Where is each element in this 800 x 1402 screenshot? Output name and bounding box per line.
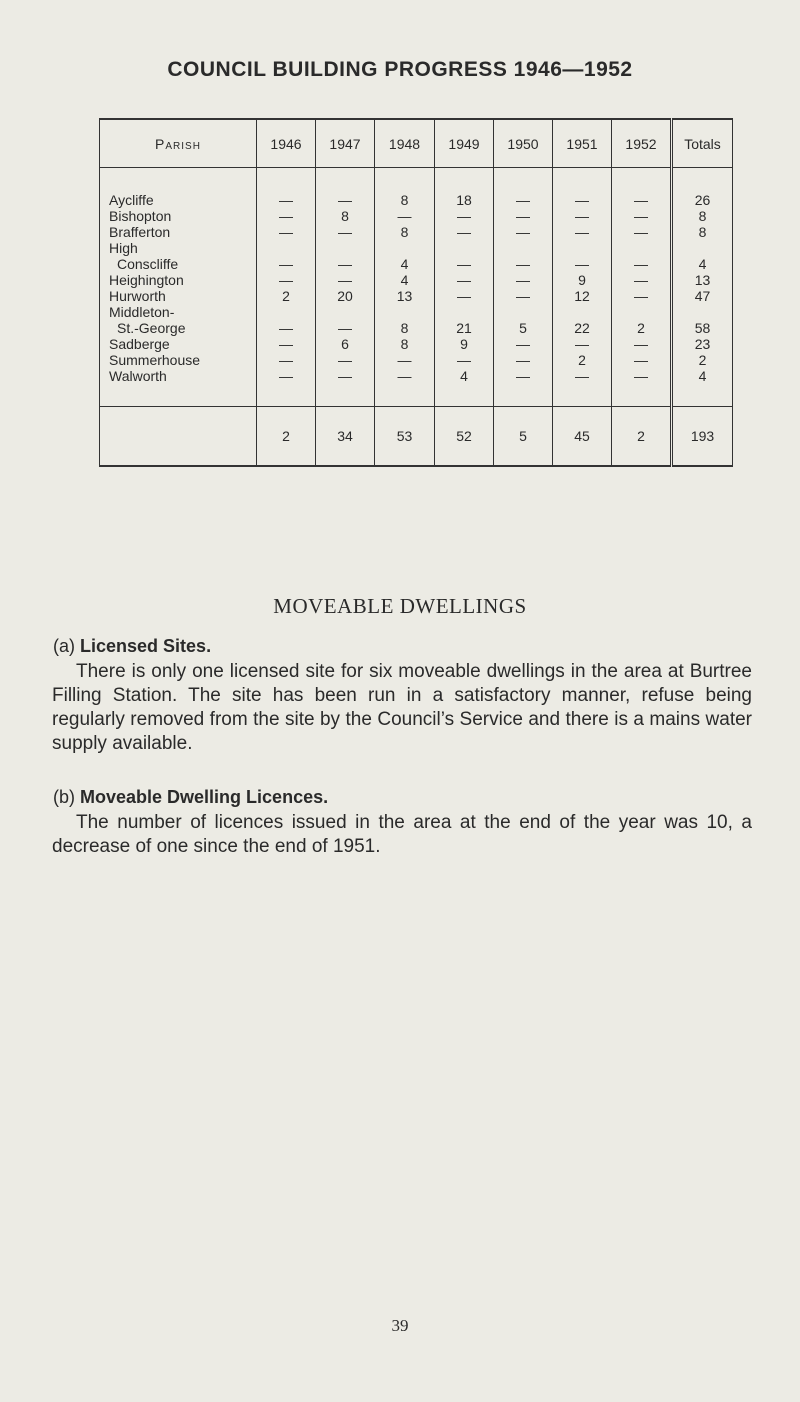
page-title: COUNCIL BUILDING PROGRESS 1946—1952 <box>167 58 633 81</box>
subsection-heading-a <box>53 636 211 657</box>
year-value-cell: 4 <box>435 368 494 407</box>
table-row <box>100 168 733 209</box>
total-cell: 52 <box>435 407 494 467</box>
year-value-cell: — <box>494 224 553 240</box>
year-value-cell: — <box>553 368 612 407</box>
section-title: MOVEABLE DWELLINGS <box>273 594 527 618</box>
column-header: 1952 <box>612 119 672 168</box>
totals-label-cell <box>100 407 257 467</box>
table-row <box>100 352 733 368</box>
year-value-cell: — <box>375 352 435 368</box>
subsection-heading-text: Licensed Sites. <box>80 636 212 656</box>
year-value-cell: — <box>494 272 553 288</box>
year-value-cell: — <box>612 224 672 240</box>
year-value-cell: 2 <box>612 304 672 336</box>
parish-name: Summerhouse <box>109 352 201 368</box>
row-total-cell: 2 <box>672 352 733 368</box>
total-cell: 45 <box>553 407 612 467</box>
year-value-cell: — <box>494 288 553 304</box>
column-header: Parish <box>100 119 257 168</box>
year-value-cell: 2 <box>257 288 316 304</box>
total-cell: 2 <box>612 407 672 467</box>
paragraph-licensed-sites: There is only one licensed site for six moveable dwellings in the area at Burtree Filling Station. The site has been run in a satisfactory manner, refuse being regularly removed from the site by the Council’s Service and there is a mains water supply available. <box>52 661 752 754</box>
year-value-cell: — <box>257 336 316 352</box>
table-row <box>100 240 733 272</box>
year-value-cell: — <box>375 368 435 407</box>
parish-name: Hurworth <box>109 288 166 304</box>
year-value-cell: — <box>316 304 375 336</box>
year-value-cell: — <box>257 272 316 288</box>
year-value-cell: 18 <box>435 168 494 209</box>
building-progress-table <box>99 118 733 467</box>
paragraph-dwelling-licences: The number of licences issued in the area at the end of the year was 10, a decrease of one since the end of 1951. <box>52 812 752 857</box>
year-value-cell: 8 <box>375 224 435 240</box>
year-value-cell: — <box>612 288 672 304</box>
row-total-cell: 58 <box>672 304 733 336</box>
parish-name: Middleton- <box>109 304 175 320</box>
year-value-cell: — <box>435 240 494 272</box>
total-cell: 34 <box>316 407 375 467</box>
subsection-letter: (a) <box>53 636 75 656</box>
year-value-cell: — <box>435 224 494 240</box>
table-row <box>100 288 733 304</box>
year-value-cell: 9 <box>435 336 494 352</box>
year-value-cell: 5 <box>494 304 553 336</box>
row-total-cell: 47 <box>672 288 733 304</box>
year-value-cell: 4 <box>375 240 435 272</box>
year-value-cell: 22 <box>553 304 612 336</box>
year-value-cell: — <box>494 168 553 209</box>
year-value-cell: 21 <box>435 304 494 336</box>
year-value-cell: — <box>316 368 375 407</box>
parish-name: Aycliffe <box>109 192 154 208</box>
subsection-heading-b <box>53 787 328 808</box>
year-value-cell: — <box>257 304 316 336</box>
year-value-cell: 8 <box>316 208 375 224</box>
table-row <box>100 304 733 336</box>
parish-name-cell <box>100 352 257 368</box>
row-total-cell: 26 <box>672 168 733 209</box>
total-cell: 53 <box>375 407 435 467</box>
subsection-heading-text: Moveable Dwelling Licences. <box>80 787 329 807</box>
year-value-cell: 20 <box>316 288 375 304</box>
year-value-cell: — <box>316 272 375 288</box>
parish-name-cell <box>100 224 257 240</box>
table-row <box>100 208 733 224</box>
year-value-cell: 12 <box>553 288 612 304</box>
parish-name: Brafferton <box>109 224 171 240</box>
year-value-cell: 6 <box>316 336 375 352</box>
parish-name: Conscliffe <box>117 256 179 272</box>
column-header: 1950 <box>494 119 553 168</box>
year-value-cell: — <box>553 240 612 272</box>
column-header: 1947 <box>316 119 375 168</box>
year-value-cell: — <box>612 352 672 368</box>
year-value-cell: — <box>553 336 612 352</box>
row-total-cell: 13 <box>672 272 733 288</box>
year-value-cell: 13 <box>375 288 435 304</box>
row-total-cell: 8 <box>672 208 733 224</box>
table-header-row <box>100 119 733 168</box>
year-value-cell: — <box>435 208 494 224</box>
total-cell: 5 <box>494 407 553 467</box>
year-value-cell: — <box>612 368 672 407</box>
parish-name-cell <box>100 240 257 272</box>
year-value-cell: — <box>612 336 672 352</box>
grand-total-cell: 193 <box>672 407 733 467</box>
year-value-cell: 8 <box>375 168 435 209</box>
year-value-cell: — <box>435 288 494 304</box>
column-header: 1946 <box>257 119 316 168</box>
parish-name: Sadberge <box>109 336 170 352</box>
table-row <box>100 336 733 352</box>
year-value-cell: — <box>257 368 316 407</box>
year-value-cell: — <box>494 208 553 224</box>
year-value-cell: — <box>257 352 316 368</box>
year-value-cell: — <box>316 224 375 240</box>
year-value-cell: — <box>435 352 494 368</box>
year-value-cell: — <box>553 224 612 240</box>
parish-name-cell <box>100 168 257 209</box>
column-header: 1948 <box>375 119 435 168</box>
year-value-cell: — <box>257 168 316 209</box>
year-value-cell: — <box>612 240 672 272</box>
year-value-cell: — <box>435 272 494 288</box>
parish-name: St.-George <box>117 320 186 336</box>
year-value-cell: — <box>316 352 375 368</box>
year-value-cell: — <box>553 208 612 224</box>
year-value-cell: — <box>494 368 553 407</box>
year-value-cell: — <box>257 224 316 240</box>
table-row <box>100 224 733 240</box>
year-value-cell: — <box>494 240 553 272</box>
row-total-cell: 4 <box>672 240 733 272</box>
parish-name-cell <box>100 288 257 304</box>
year-value-cell: — <box>257 240 316 272</box>
parish-name-cell <box>100 336 257 352</box>
parish-name-cell <box>100 304 257 336</box>
total-cell: 2 <box>257 407 316 467</box>
year-value-cell: — <box>612 272 672 288</box>
parish-name-cell <box>100 368 257 407</box>
parish-name-cell <box>100 272 257 288</box>
row-total-cell: 4 <box>672 368 733 407</box>
parish-name: Heighington <box>109 272 184 288</box>
parish-name: High <box>109 240 138 256</box>
table-row <box>100 272 733 288</box>
parish-name: Walworth <box>109 368 167 384</box>
year-value-cell: — <box>494 352 553 368</box>
row-total-cell: 8 <box>672 224 733 240</box>
year-value-cell: — <box>316 168 375 209</box>
year-value-cell: 9 <box>553 272 612 288</box>
year-value-cell: — <box>316 240 375 272</box>
column-header: 1951 <box>553 119 612 168</box>
row-total-cell: 23 <box>672 336 733 352</box>
parish-name-cell <box>100 208 257 224</box>
totals-row <box>100 407 733 467</box>
year-value-cell: — <box>257 208 316 224</box>
subsection-letter: (b) <box>53 787 75 807</box>
year-value-cell: — <box>553 168 612 209</box>
parish-name: Bishopton <box>109 208 172 224</box>
year-value-cell: — <box>612 168 672 209</box>
year-value-cell: — <box>494 336 553 352</box>
column-header: Totals <box>672 119 733 168</box>
year-value-cell: 2 <box>553 352 612 368</box>
table-row <box>100 368 733 407</box>
year-value-cell: 4 <box>375 272 435 288</box>
year-value-cell: — <box>612 208 672 224</box>
year-value-cell: 8 <box>375 304 435 336</box>
year-value-cell: 8 <box>375 336 435 352</box>
page-number: 39 <box>391 1316 409 1335</box>
column-header: 1949 <box>435 119 494 168</box>
year-value-cell: — <box>375 208 435 224</box>
